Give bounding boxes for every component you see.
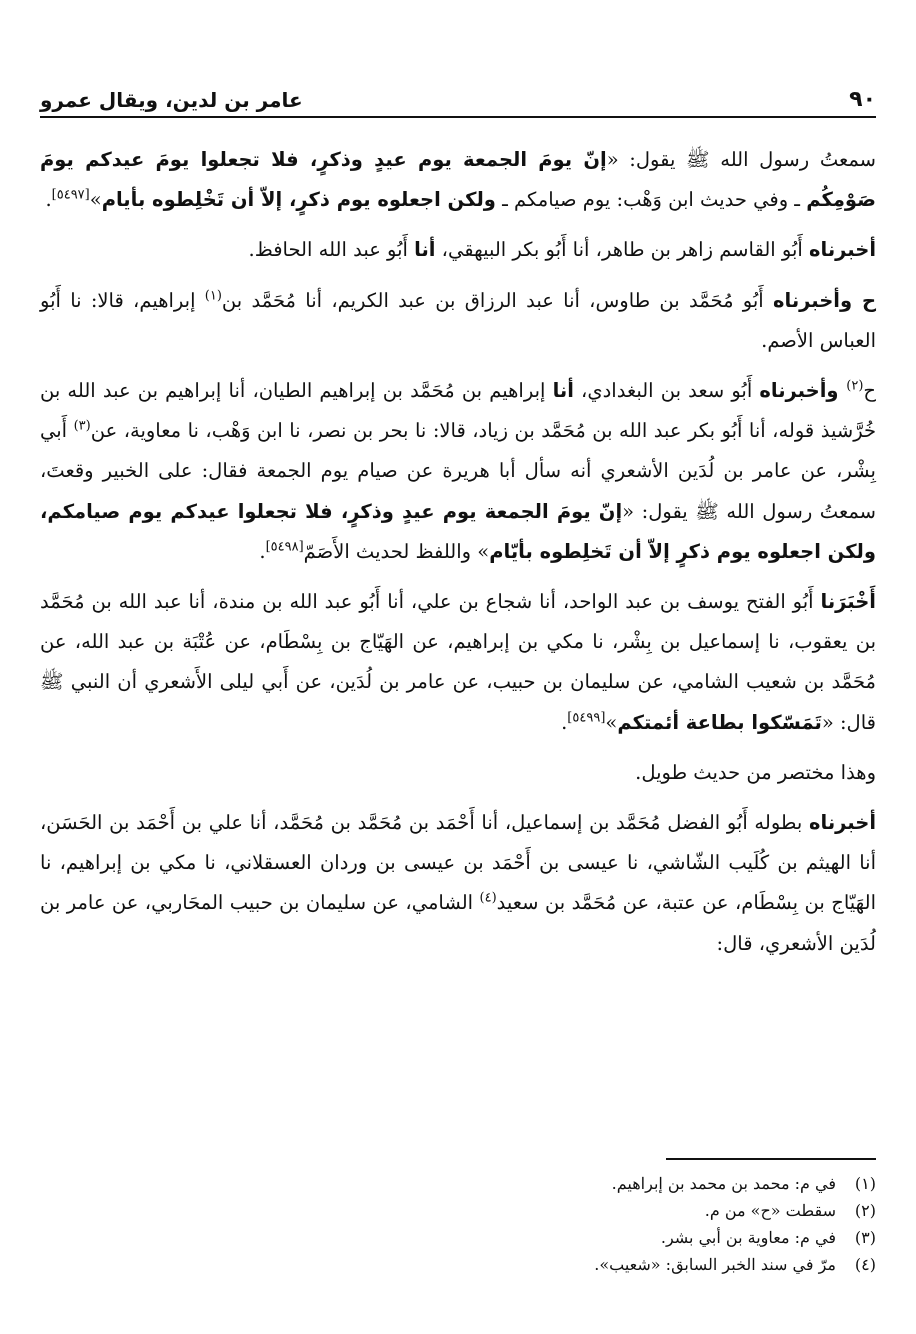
page-header bbox=[40, 82, 876, 118]
footnote-number: (٣) bbox=[854, 1228, 876, 1247]
paragraph bbox=[40, 803, 876, 964]
bold-text: إنّ يومَ الجمعة يوم عيدٍ وذكرٍ، فلا تجعلوا يومَ عيدكم يومَ صَوْمِكُم bbox=[40, 148, 876, 212]
paragraph bbox=[40, 281, 876, 361]
footnotes bbox=[40, 1170, 876, 1278]
bold-text: ولكن اجعلوه يوم ذكرٍ، إلاّ أن تَخْلِطوه بأيام bbox=[101, 188, 496, 212]
footnote-text: في م: محمد بن محمد بن إبراهيم. bbox=[611, 1174, 836, 1193]
text-run: » bbox=[89, 188, 102, 212]
hadith-number: [٥٤٩٨] bbox=[265, 539, 304, 555]
footnote-text: مرّ في سند الخبر السابق: «شعيب». bbox=[594, 1255, 836, 1274]
footnote-marker: (٣) bbox=[73, 418, 91, 434]
text-run: أَبُو سعد بن البغدادي، bbox=[573, 379, 760, 403]
bold-text: أنا bbox=[414, 238, 436, 262]
bold-text: وأخبرناه bbox=[759, 379, 847, 403]
footnote bbox=[40, 1170, 876, 1197]
hadith-number: [٥٤٩٩] bbox=[567, 710, 606, 726]
paragraph bbox=[40, 582, 876, 743]
text-run: الشامي، عن سليمان بن حبيب المحَاربي، عن عامر بن لُدَين الأشعري، قال: bbox=[40, 891, 876, 955]
text-run: إبراهيم، قالا: نا أَبُو العباس الأصم. bbox=[40, 288, 876, 352]
bold-text: أنا bbox=[552, 379, 574, 403]
footnote-number: (٢) bbox=[854, 1201, 876, 1220]
running-title: عامر بن لدين، ويقال عمرو bbox=[40, 88, 303, 112]
footnote-marker: (١) bbox=[204, 288, 222, 304]
footnote-number: (١) bbox=[854, 1174, 876, 1193]
bold-text: أخبرناه bbox=[809, 811, 876, 835]
text-run: سمعتُ رسول الله ﷺ يقول: « bbox=[606, 148, 876, 171]
text-run: أَبي بِشْر، عن عامر بن لُدَين الأشعري أنه سأل أبا هريرة عن صيام يوم الجمعة فقال: على الخبير وقعتَ، سمعتُ رسول الله ﷺ يقول: « bbox=[40, 419, 876, 523]
text-run: أَبُو القاسم زاهر بن طاهر، أنا أَبُو بكر البيهقي، bbox=[435, 238, 810, 262]
text-run: . bbox=[259, 539, 266, 563]
page-number: ٩٠ bbox=[849, 87, 876, 112]
footnote-number: (٤) bbox=[854, 1255, 876, 1274]
text-run: » واللفظ لحديث الأَصَمّ bbox=[303, 539, 490, 563]
text-run: أَبُو عبد الله الحافظ. bbox=[248, 238, 415, 262]
hadith-number: [٥٤٩٧] bbox=[51, 187, 90, 203]
footnote-marker: (٢) bbox=[846, 378, 864, 394]
text-run: أَبُو مُحَمَّد بن طاوس، أنا عبد الرزاق بن عبد الكريم، أنا مُحَمَّد بن bbox=[221, 288, 773, 312]
text-run: أَبُو الفتح يوسف بن عبد الواحد، أنا شجاع بن علي، أنا أَبُو عبد الله بن مندة، أنا عبد الله بن مُحَمَّد بن يعقوب، نا إسماعيل بن بِشْر، نا مكي بن إبراهيم، عن الهَيّاج بن بِسْطَام، عن عُتْبَة بن عبد الله، عن مُحَمَّد بن شعيب الشامي، عن سليمان بن حبيب، عن عامر بن لُدَين، عن أَبي ليلى الأَشعري أن النبي ﷺ قال: « bbox=[40, 590, 876, 734]
text-run: . bbox=[45, 188, 52, 212]
footnote bbox=[40, 1251, 876, 1278]
text-run: ح bbox=[863, 379, 876, 403]
paragraph bbox=[40, 753, 876, 793]
footnote-text: سقطت «ح» من م. bbox=[704, 1201, 836, 1220]
bold-text: أخبرناه bbox=[809, 238, 876, 262]
text-run: وهذا مختصر من حديث طويل. bbox=[635, 760, 876, 784]
bold-text: أَخْبَرَنا bbox=[820, 590, 876, 614]
text-run: إبراهيم بن مُحَمَّد بن إبراهيم الطيان، أنا إبراهيم بن عبد الله بن خُرَّشيذ قوله، أنا أَبُو بكر عبد الله بن مُحَمَّد بن زياد، قالا: نا بحر بن نصر، نا ابن وَهْب، نا معاوية، عن bbox=[40, 379, 877, 443]
text-run: . bbox=[561, 710, 568, 734]
text-run: بطوله أَبُو الفضل مُحَمَّد بن إسماعيل، أنا أَحْمَد بن مُحَمَّد بن مُحَمَّد، أنا علي بن أَحْمَد بن الحَسَن، أنا الهيثم بن كُلَيب الشّاشي، نا عيسى بن أَحْمَد بن عيسى بن وردان العسقلاني، نا مكي بن إبراهيم، نا الهَيّاج بن بِسْطَام، عن عتبة، عن مُحَمَّد بن سعيد bbox=[40, 811, 876, 915]
footnote-marker: (٤) bbox=[479, 890, 497, 906]
text-run: ـ وفي حديث ابن وَهْب: يوم صيامكم ـ bbox=[495, 188, 807, 212]
main-text bbox=[40, 140, 876, 974]
bold-text: إنّ يومَ الجمعة يوم عيدٍ وذكرٍ، فلا تجعلوا عيدكم يوم صيامكم، ولكن اجعلوه يوم ذكرٍ إلاّ أن تَخلِطوه بأيّام bbox=[40, 499, 876, 563]
footnote-text: في م: معاوية بن أبي بشر. bbox=[660, 1228, 836, 1247]
paragraph bbox=[40, 140, 876, 220]
bold-text: ح وأخبرناه bbox=[772, 288, 877, 312]
paragraph bbox=[40, 230, 876, 270]
bold-text: تَمَسّكوا بطاعة أئمتكم bbox=[617, 710, 822, 734]
text-run: » bbox=[605, 710, 618, 734]
paragraph bbox=[40, 371, 876, 572]
footnote bbox=[40, 1224, 876, 1251]
footnote-divider bbox=[666, 1158, 876, 1160]
footnote bbox=[40, 1197, 876, 1224]
